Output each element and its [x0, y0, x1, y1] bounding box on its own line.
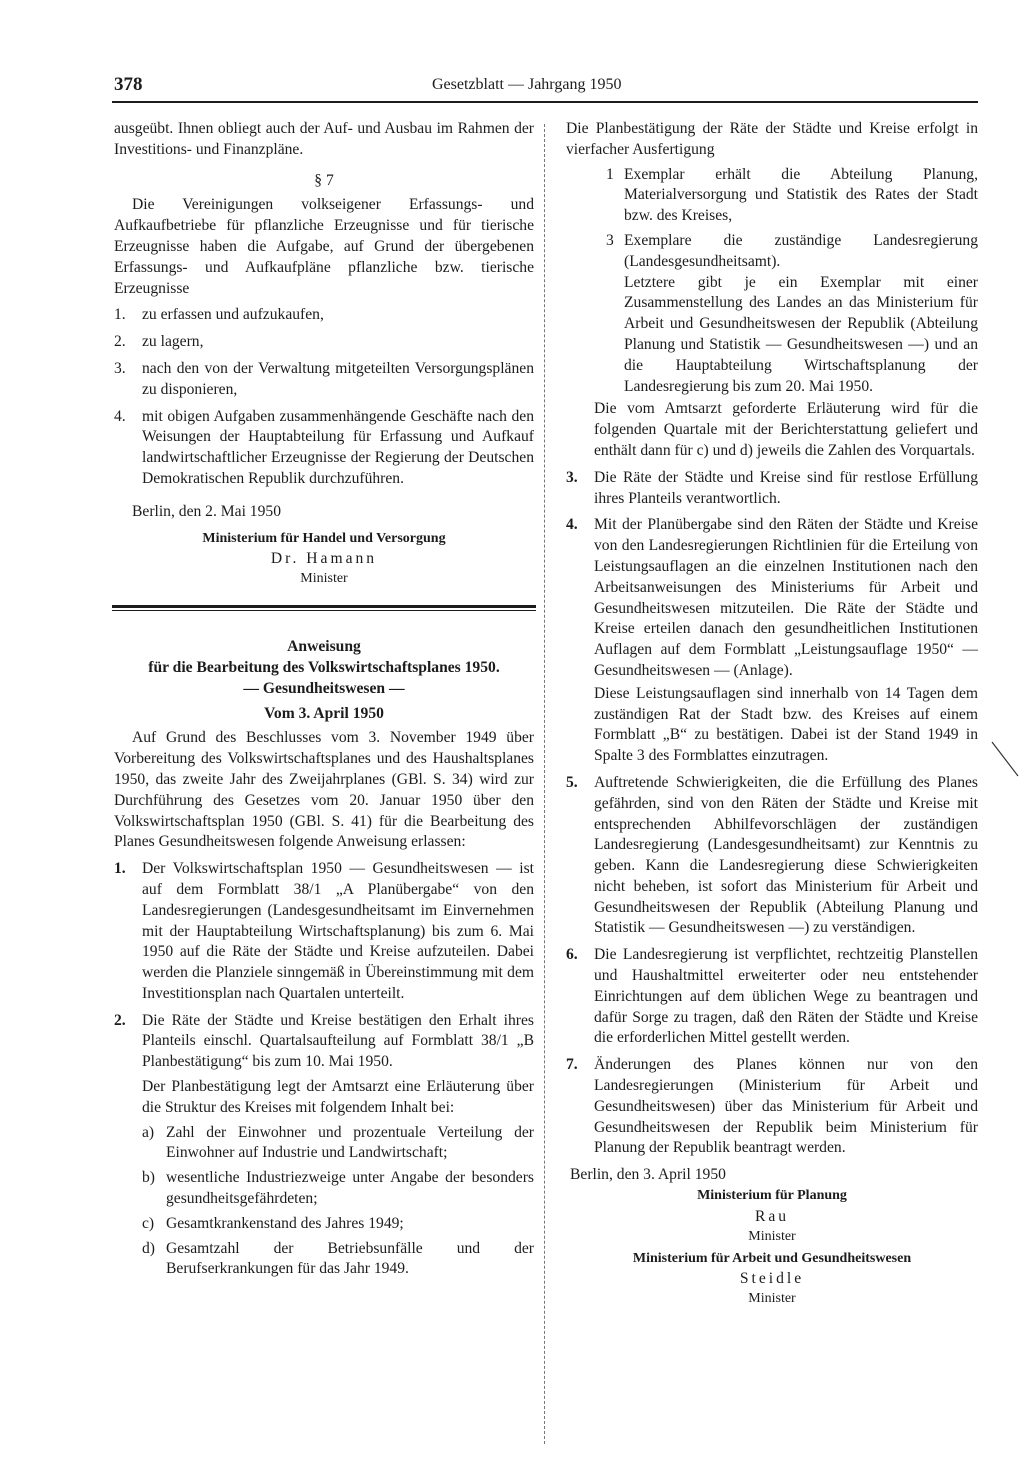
copy-text: Exemplar erhält die Abteilung Planung, Materialversorgung und Statistik des Rates der Stadt bzw. des Kreises,: [624, 165, 978, 225]
list-number: 3.: [114, 359, 126, 377]
sub-item-text: Gesamtkrankenstand des Jahres 1949;: [166, 1214, 404, 1232]
paragraph-text: Der Volkswirtschaftsplan 1950 — Gesundheitswesen — ist auf dem Formblatt 38/1 „A Planübergabe“ von den Landesregierungen (Landesgesundheitsamt im Einvernehmen mit der Hauptabteilung Wirtschaftsplanung) bis zum 6. Mai 1950 auf die Räte der Städte und Kreise aufzuteilen. Dabei werden die Planziele sinngemäß in Übereinstimmung mit dem Investitionsplan nach Quartalen unterteilt.: [142, 860, 534, 1002]
decree-subtitle: für die Bearbeitung des Volkswirtschaftsplanes 1950.: [148, 658, 500, 676]
continuation-paragraph: ausgeübt. Ihnen obliegt auch der Auf- und Ausbau im Rahmen der Investitions- und Finanzpläne.: [114, 120, 534, 158]
list-item: [114, 332, 534, 353]
copy-text: Exemplare die zuständige Landesregierung (Landesgesundheitsamt).: [624, 231, 978, 270]
page-number: 378: [114, 74, 143, 95]
signer-name: Rau: [754, 1207, 790, 1225]
paragraph-number: 4.: [566, 516, 578, 534]
ministry-name: Ministerium für Planung: [697, 1188, 847, 1204]
numbered-paragraph: [566, 945, 978, 1049]
decree-title: Anweisung: [287, 638, 361, 656]
sub-item-text: Gesamtzahl der Betriebsunfälle und der Berufserkrankungen für das Jahr 1949.: [166, 1239, 534, 1278]
ministry-name: Ministerium für Arbeit und Gesundheitswesen: [632, 1250, 912, 1266]
sub-item-letter: a): [142, 1123, 155, 1141]
section-heading: § 7: [314, 171, 334, 189]
paragraph-text: Die Räte der Städte und Kreise bestätigen den Erhalt ihres Planteils einschl. Quartalsaufteilung auf Formblatt 38/1 „B Planbestätigung“ bis zum 10. Mai 1950.: [142, 1011, 534, 1071]
header-rule: [112, 101, 978, 103]
list-text: nach den von der Verwaltung mitgeteilten Versorgungsplänen zu disponieren,: [142, 359, 534, 398]
numbered-paragraph: [566, 515, 978, 681]
signer-name: Steidle: [739, 1270, 805, 1288]
task-list: [114, 305, 534, 489]
sub-item: [142, 1123, 534, 1165]
paragraph-continuation: Diese Leistungsauflagen sind innerhalb von 14 Tagen dem zuständigen Rat der Stadt bzw. des Kreises auf einem Formblatt „B“ zu bestätigen. Dabei ist der Stand 1949 in Spalte 3 des Formblattes einzutragen.: [594, 684, 978, 765]
copies-note: Letztere gibt je ein Exemplar mit einer Zusammenstellung des Landes an das Ministerium für Arbeit und Gesundheitswesen der Republik (Abteilung Planung und Statistik — Gesundheitswesen —) und an die Hauptabteilung Wirtschaftsplanung der Landesregierung bis zum 20. Mai 1950.: [624, 273, 978, 395]
paragraph-number: 5.: [566, 773, 578, 791]
section-separator: [114, 605, 534, 611]
column-divider: [544, 124, 545, 1444]
sub-item-letter: d): [142, 1239, 155, 1257]
copy-item: [606, 231, 978, 273]
list-number: 1.: [114, 306, 126, 324]
signer-name: Dr. Hamann: [270, 550, 378, 568]
copy-item: [606, 165, 978, 227]
sub-item-letter: b): [142, 1169, 155, 1187]
signature-date: Berlin, den 2. Mai 1950: [132, 502, 281, 520]
preamble-paragraph: Auf Grund des Beschlusses vom 3. November 1949 über Vorbereitung des Volkswirtschaftsplanes und des Haushaltsplanes 1950, das zweite Jahr des Zweijahrplanes (GBl. S. 34) wird zur Durchführung des Gesetzes vom 20. Januar 1950 über den Volkswirtschaftsplan 1950 (GBl. S. 41) für die Bearbeitung des Planes Gesundheitswesen folgende Anweisung erlassen:: [114, 729, 534, 851]
decree-date: Vom 3. April 1950: [264, 704, 384, 722]
sub-item: [142, 1168, 534, 1210]
margin-pen-stroke: [990, 740, 1020, 780]
paragraph-text: Die Räte der Städte und Kreise sind für restlose Erfüllung ihres Planteils verantwortlich.: [594, 468, 978, 507]
copy-count: 3: [606, 231, 614, 249]
sub-item: [142, 1239, 534, 1281]
paragraph-number: 2.: [114, 1011, 126, 1029]
paragraph-text: Mit der Planübergabe sind den Räten der Städte und Kreise von den Landesregierungen Richtlinien für die Erteilung von Leistungsauflagen an die einzelnen Institutionen nach den Arbeitsanweisungen des Ministeriums für Arbeit und Gesundheitswesen mitzuteilen. Die Räte der Städte und Kreise erteilen danach den gesundheitlichen Institutionen Auflagen auf dem Formblatt „Leistungsauflage 1950“ — Gesundheitswesen — (Anlage).: [594, 516, 978, 679]
running-header-title: Gesetzblatt — Jahrgang 1950: [432, 76, 622, 93]
paragraph-text: Änderungen des Planes können nur von den Landesregierungen (Ministerium für Arbeit und Gesundheitswesen) über das Ministerium für Arbeit und Gesundheitswesen der Republik beim Ministerium für Planung der Republik beantragt werden.: [594, 1056, 978, 1157]
list-text: zu erfassen und aufzukaufen,: [142, 306, 324, 324]
left-column: [114, 119, 534, 1280]
list-text: zu lagern,: [142, 333, 204, 351]
section-paragraph: Die Vereinigungen volkseigener Erfassungs- und Aufkaufbetriebe für pflanzliche Erzeugnisse und für tierische Erzeugnisse haben die Aufgabe, auf Grund der übergebenen Erfassungs- und Aufkaufpläne pflanzliche bzw. tierische Erzeugnisse: [114, 196, 534, 297]
signer-role: Minister: [300, 571, 348, 587]
lead-paragraph: Die Planbestätigung der Räte der Städte und Kreise erfolgt in vierfacher Ausfertigung: [566, 120, 978, 158]
numbered-paragraph: [114, 859, 534, 1005]
list-number: 4.: [114, 407, 126, 425]
numbered-paragraph: [566, 468, 978, 510]
numbered-paragraph: [114, 1011, 534, 1073]
sub-item-text: Zahl der Einwohner und prozentuale Verteilung der Einwohner auf Industrie und Landwirtschaft;: [166, 1123, 534, 1162]
report-note: Die vom Amtsarzt geforderte Erläuterung wird für die folgenden Quartale mit der Berichterstattung geliefert und enthält dann für c) und d) jeweils die Zahlen des Vorquartals.: [594, 400, 978, 459]
paragraph-text: Auftretende Schwierigkeiten, die die Erfüllung des Planes gefährden, sind von den Räten der Städte und Kreise mit entsprechenden Abhilfevorschlägen der zuständigen Landesregierung (Landesgesundheitsamt) zur Kenntnis zu geben. Kann die Landesregierung diese Schwierigkeiten nicht beheben, ist sofort das Ministerium für Arbeit und Gesundheitswesen der Republik (Abteilung Planung und Statistik — Gesundheitswesen —) zu verständigen.: [594, 773, 978, 937]
list-text: mit obigen Aufgaben zusammenhängende Geschäfte nach den Weisungen der Hauptabteilung für Erfassung und Aufkauf landwirtschaftlicher Erzeugnisse der Regierung der Deutschen Demokratischen Republik durchzuführen.: [142, 407, 534, 487]
list-item: [114, 407, 534, 490]
right-column: [566, 119, 978, 1307]
ministry-name: Ministerium für Handel und Versorgung: [202, 530, 446, 546]
paragraph-number: 7.: [566, 1056, 578, 1074]
numbered-paragraph: [566, 773, 978, 939]
separator-thin-rule: [112, 610, 536, 611]
sub-item: [142, 1214, 534, 1235]
separator-thick-rule: [112, 605, 536, 608]
numbered-paragraph: [566, 1055, 978, 1159]
paragraph-text: Die Landesregierung ist verpflichtet, rechtzeitig Planstellen und Haushaltmittel erweiterter oder neu entstehender Einrichtungen auf dem üblichen Wege zu beantragen und dafür Sorge zu tragen, daß den Räten der Städte und Kreise die erforderlichen Mittel gestellt werden.: [594, 946, 978, 1047]
sub-item-text: wesentliche Industriezweige unter Angabe der besonders gesundheitsgefährdeten;: [166, 1169, 534, 1208]
list-number: 2.: [114, 333, 126, 351]
list-item: [114, 359, 534, 401]
signature-date: Berlin, den 3. April 1950: [570, 1166, 726, 1184]
paragraph-number: 3.: [566, 468, 578, 486]
paragraph-number: 1.: [114, 860, 126, 878]
sub-item-letter: c): [142, 1214, 155, 1232]
signer-role: Minister: [748, 1291, 796, 1307]
copies-list: [606, 165, 978, 398]
decree-field: — Gesundheitswesen —: [243, 679, 405, 697]
paragraph-number: 6.: [566, 946, 578, 964]
copy-count: 1: [606, 165, 614, 183]
paragraph-continuation: Der Planbestätigung legt der Amtsarzt eine Erläuterung über die Struktur des Kreises mit folgendem Inhalt bei:: [142, 1078, 534, 1116]
signer-role: Minister: [748, 1228, 796, 1244]
list-item: [114, 305, 534, 326]
structure-list: [142, 1123, 534, 1281]
